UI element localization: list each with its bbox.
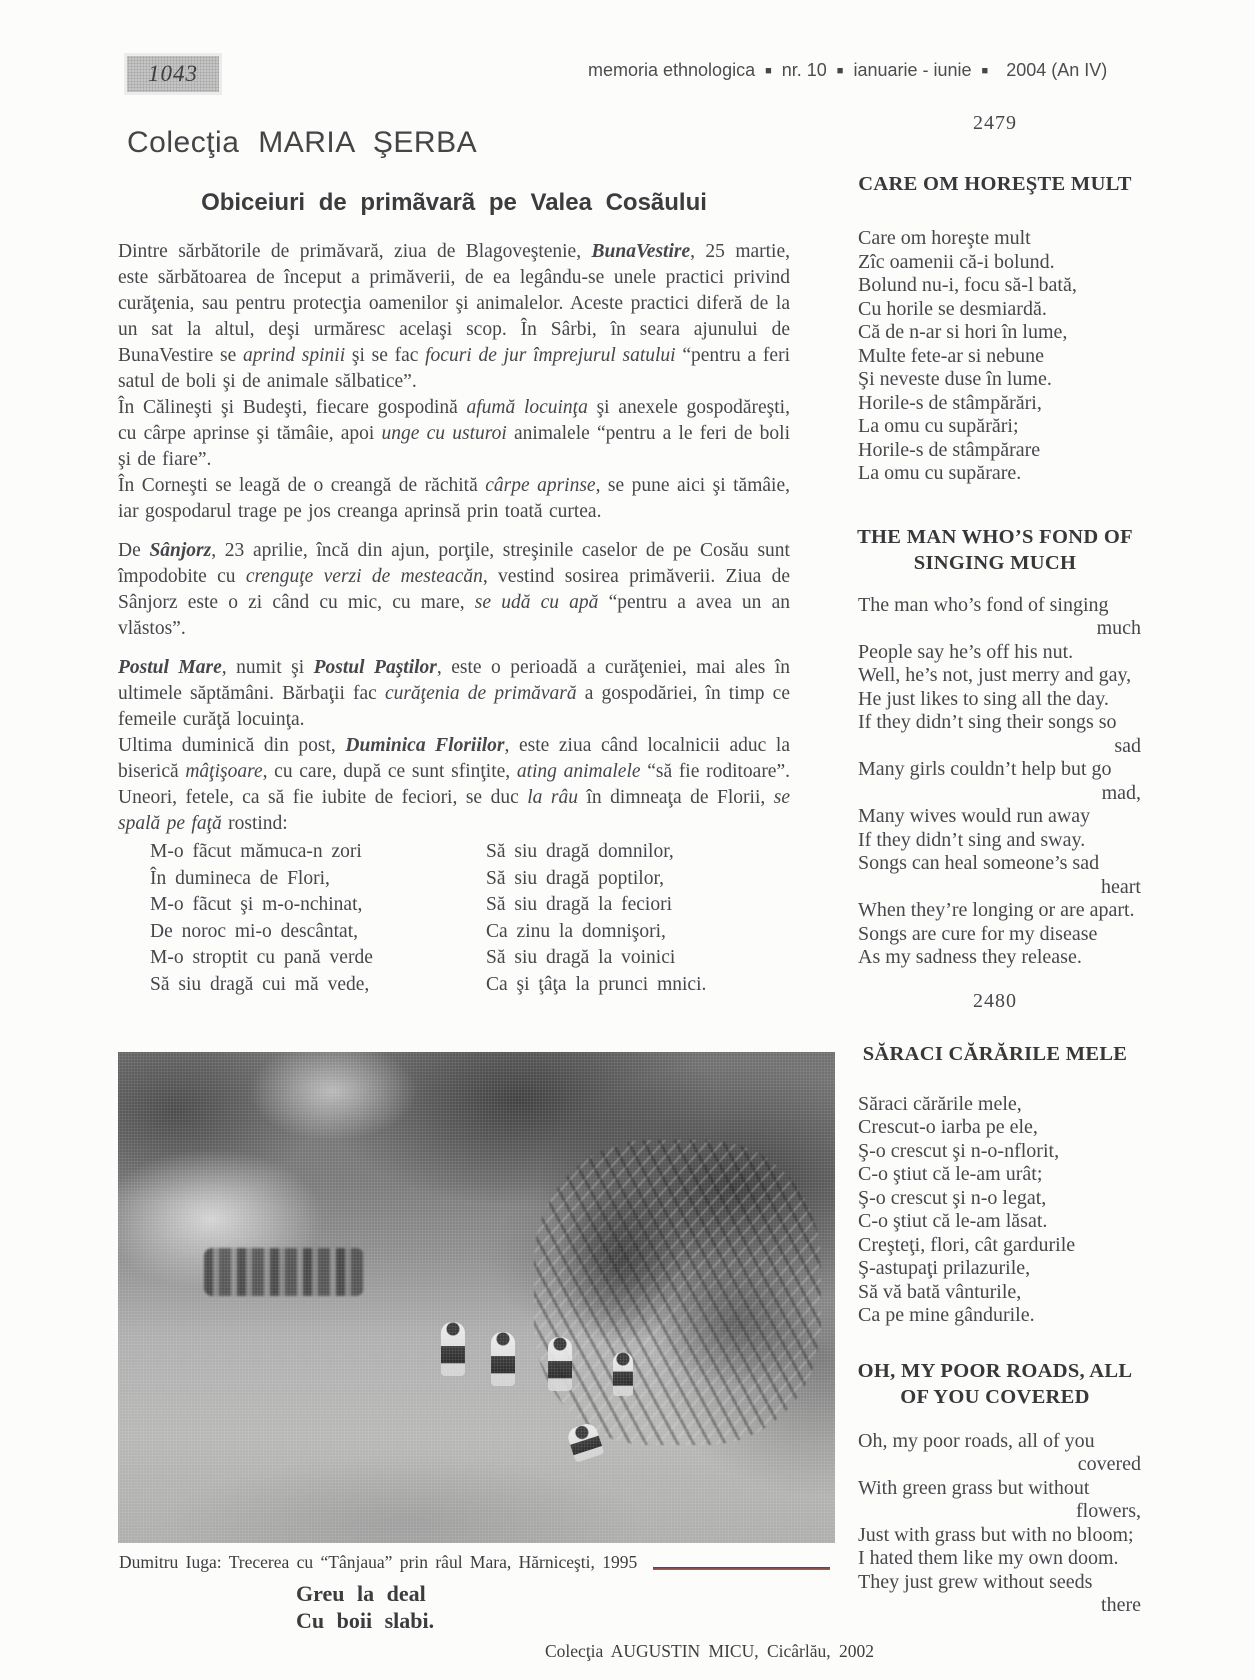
divider-line [653, 1567, 830, 1570]
paragraph: În Călineşti şi Budeşti, fiecare gospodină afumă locuinţa şi anexele gospodăreşti, cu cârpe aprinse şi tămâie, apoi unge cu usturoi animalele “pentru a le feri de boli şi de fiare”. [118, 397, 790, 470]
poem-title-ro: SĂRACI CĂRĂRILE MELE [862, 1042, 1128, 1065]
journal-header [588, 60, 1107, 81]
square-bullet-icon: ■ [765, 65, 772, 77]
ritual-verse-right-column: Să siu dragă domnilor, Să siu dragă poptilor, Să siu dragă la feciori Ca zinu la domnişori, Să siu dragă la voinici Ca şi ţâţa la prunci mnici. [486, 841, 707, 995]
square-bullet-icon: ■ [981, 65, 989, 77]
square-bullet-icon: ■ [836, 65, 844, 77]
poem-number: 2480 [973, 989, 1017, 1012]
photo-branches [534, 1140, 821, 1444]
photo-figure [441, 1322, 465, 1376]
poem-title-en: OH, MY POOR ROADS, ALL OF YOU COVERED [857, 1359, 1133, 1408]
page-number: 1043 [148, 61, 198, 86]
article-body [118, 239, 790, 998]
poem-number: 2479 [973, 112, 1017, 134]
page-number-badge [127, 56, 219, 92]
journal-year: 2004 (An IV) [1006, 60, 1108, 80]
poem-title-en: THE MAN WHO’S FOND OF SINGING MUCH [857, 525, 1133, 574]
poem-lines-en: Oh, my poor roads, all of you covered With green grass but without flowers, Just with grass but with no bloom; I hated them like my own doom. They just grew without seeds there [858, 1429, 1141, 1616]
journal-period: ianuarie - iunie [853, 60, 972, 80]
closing-verse: Greu la deal Cu boii slabi. [296, 1581, 435, 1633]
poem-lines-ro: Care om horeşte mult Zîc oamenii că-i bolund. Bolund nu-i, focu să-l bată, Cu horile se desmiardă. Că de n-ar si hori în lume, Multe fete-ar si nebune Şi neveste duse în lume. Horile-s de stâmpărări, La omu cu supărări; Horile-s de stâmpărare La omu cu supărare. [858, 227, 1077, 484]
photo-figure [613, 1352, 633, 1396]
ritual-verse [118, 839, 790, 998]
ritual-verse-left-column: M-o fãcut mămuca-n zori În dumineca de Flori, M-o fãcut şi m-o-nchinat, De noroc mi-o descântat, M-o stroptit cu pană verde Să siu dragă cui mă vede, [150, 841, 373, 995]
photo-caption: Dumitru Iuga: Trecerea cu “Tânjaua” prin râul Mara, Hărniceşti, 1995 [119, 1552, 638, 1572]
journal-issue: nr. 10 [781, 60, 827, 80]
journal-title: memoria ethnologica [588, 60, 756, 80]
photo-figure [565, 1421, 604, 1463]
paragraph: Ultima duminică din post, Duminica Floriilor, este ziua când localnicii aduc la biserică mâţişoare, cu care, după ce sunt sfinţite, ating animalele “să fie roditoare”. Uneori, fetele, ca să fie iubite de feciori, se duc la râu în dimneaţa de Florii, se spală pe faţă rostind: [118, 735, 790, 834]
photo-figure [491, 1332, 515, 1386]
paragraph: În Corneşti se leagă de o creangă de răchită cârpe aprinse, se pune aici şi tămâie, iar gospodarul trage pe jos creanga aprinsă prin toată curtea. [118, 475, 790, 522]
collection-title: Colecţia MARIA ŞERBA [127, 126, 478, 159]
photo-figure-group [204, 1248, 364, 1296]
paragraph: Dintre sărbătorile de primăvară, ziua de Blagoveştenie, BunaVestire, 25 martie, este sărbătoarea de început a primăverii, de ea legându-se unele practici privind curăţenia, sau pentru protecţia oamenilor şi animalelor. Aceste practici diferă de la un sat la altul, deşi urmăresc acelaşi scop. În Sârbi, în seara ajunului de BunaVestire se aprind spinii şi se fac focuri de jur împrejurul satului “pentru a feri satul de boli şi de animale sălbatice”. [118, 241, 790, 392]
paragraph: De Sânjorz, 23 aprilie, încă din ajun, porţile, streşinile caselor de pe Cosău sunt împodobite cu crenguţe verzi de mesteacăn, vestind sosirea primăverii. Ziua de Sânjorz este o zi când cu mic, cu mare, se udă cu apă “pentru a avea un an vlăstos”. [118, 540, 791, 639]
article-title: Obiceiuri de primãvarã pe Valea Cosãului [201, 189, 707, 216]
collection-credit: Colecţia AUGUSTIN MICU, Cicârlău, 2002 [545, 1641, 875, 1661]
poem-lines-en: The man who’s fond of singing much People say he’s off his nut. Well, he’s not, just merry and gay, He just likes to sing all the day. If they didn’t sing their songs so sad Many girls couldn’t help but go mad, Many wives would run away If they didn’t sing and sway. Songs can heal someone’s sad heart When they’re longing or are apart. Songs are cure for my disease As my sadness they release. [858, 593, 1141, 968]
poem-title-ro: CARE OM HOREŞTE MULT [858, 173, 1132, 195]
poem-lines-ro: Săraci cărările mele, Crescut-o iarba pe ele, Ş-o crescut şi n-o-nflorit, C-o ştiut că le-am urât; Ş-o crescut şi n-o legat, C-o ştiut că le-am lăsat. Creşteţi, flori, cât gardurile Ş-astupaţi prilazurile, Să vă bată vânturile, Ca pe mine gândurile. [858, 1092, 1076, 1326]
paragraph: Postul Mare, numit şi Postul Paştilor, este o perioadă a curăţeniei, mai ales în ultimele săptămâni. Bărbaţii fac curăţenia de primăvară a gospodăriei, în timp ce femeile curăţă locuinţa. [118, 657, 790, 730]
river-crossing-photo [118, 1052, 835, 1543]
poems-column [845, 112, 1145, 1618]
photo-figure [548, 1337, 572, 1391]
